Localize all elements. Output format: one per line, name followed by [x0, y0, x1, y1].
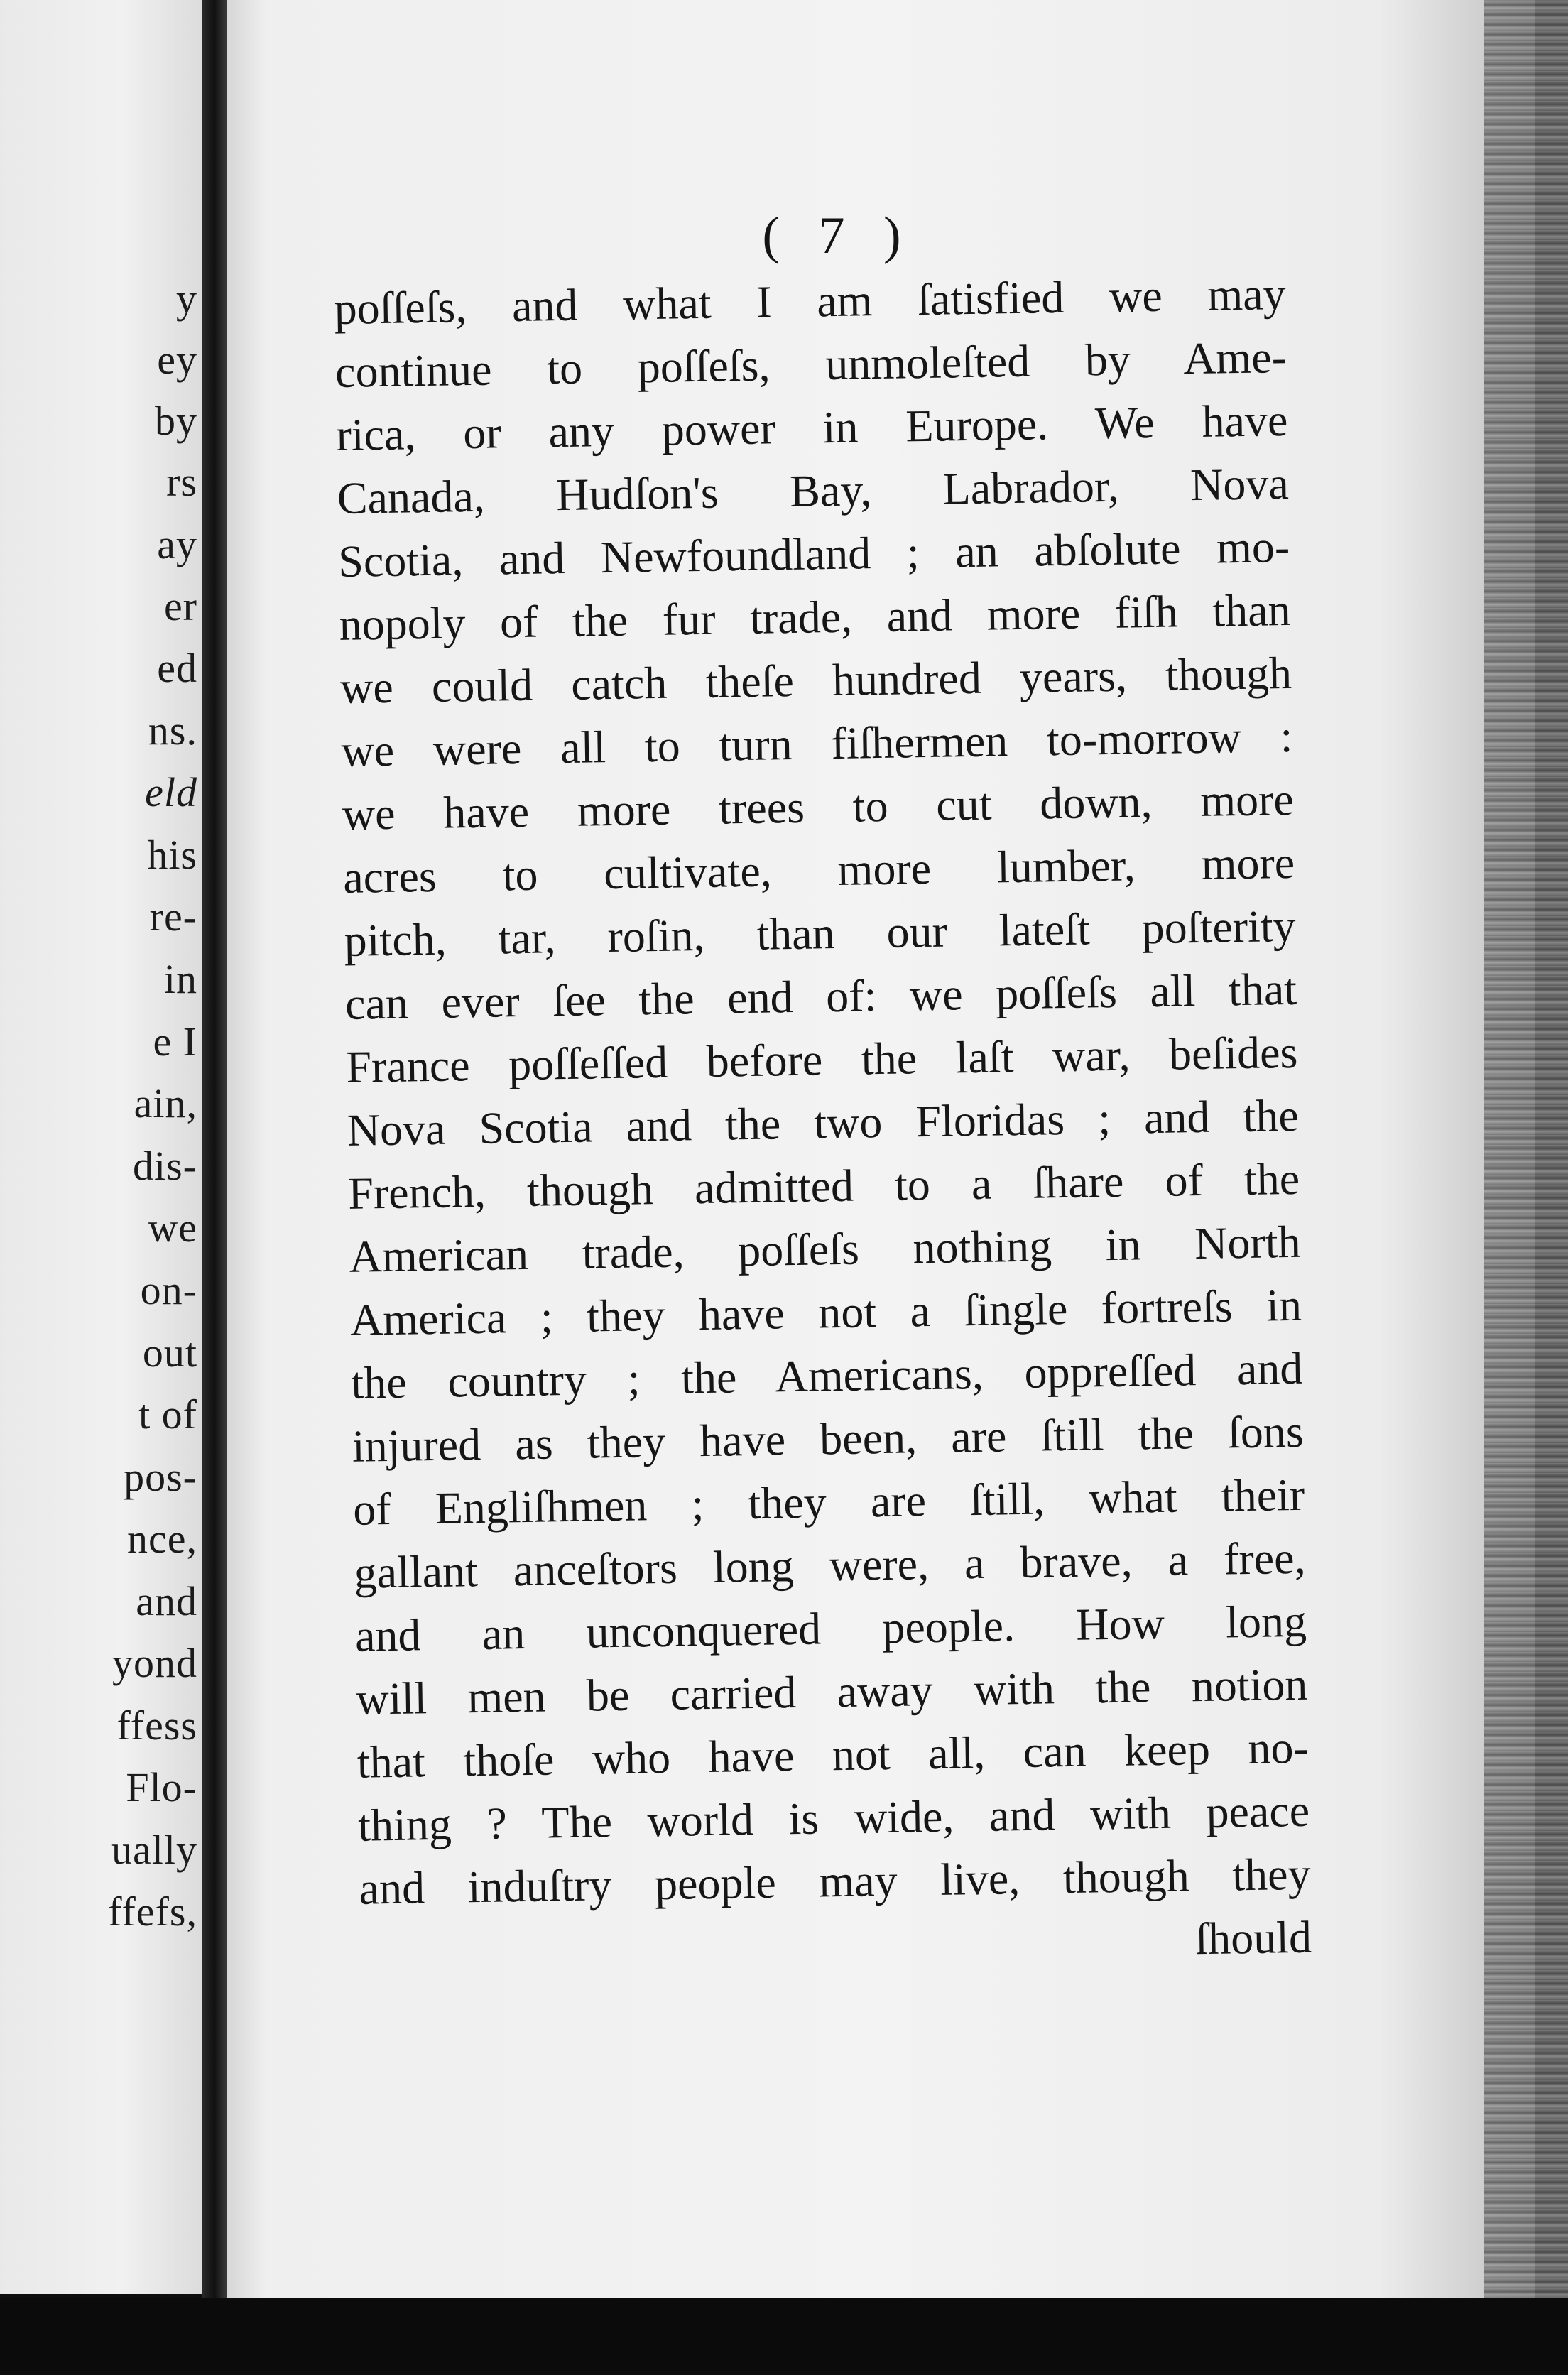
text-line: Scotia, and Newfoundland ; an abſolute mo-	[337, 521, 1290, 587]
text-line: the country ; the Americans, oppreſſed and	[350, 1342, 1303, 1408]
left-fragment: ey	[157, 337, 197, 383]
page-number: ( 7 )	[762, 207, 914, 265]
left-fragment: by	[155, 398, 197, 444]
text-line: Nova Scotia and the two Floridas ; and the	[347, 1089, 1300, 1156]
text-line: American trade, poſſeſs nothing in North	[349, 1216, 1302, 1282]
left-fragment: pos-	[124, 1454, 197, 1500]
text-line: nopoly of the fur trade, and more fiſh than	[339, 584, 1292, 650]
left-fragment: ually	[111, 1827, 197, 1873]
text-line: we could catch theſe hundred years, though	[339, 647, 1292, 713]
text-line: poſſeſs, and what I am ſatisfied we may	[334, 268, 1287, 334]
text-line: Canada, Hudſon's Bay, Labrador, Nova	[337, 457, 1290, 523]
text-line: pitch, tar, roſin, than our lateſt poſterity	[344, 900, 1297, 966]
left-fragment: his	[147, 832, 197, 878]
text-line: continue to poſſeſs, unmoleſted by Ame-	[334, 331, 1287, 397]
text-line: can ever ſee the end of: we poſſeſs all that	[344, 963, 1297, 1029]
left-fragment: on-	[140, 1267, 197, 1313]
text-line: and an unconquered people. How long	[354, 1595, 1307, 1661]
left-fragment: t of	[138, 1391, 197, 1438]
left-fragment: ns.	[148, 707, 197, 754]
text-line: French, though admitted to a ſhare of the	[347, 1153, 1300, 1219]
text-line: and induſtry people may live, though they	[359, 1848, 1312, 1914]
left-fragment: er	[163, 583, 197, 629]
left-fragment: dis-	[133, 1143, 197, 1189]
catchword: ſhould	[1194, 1911, 1312, 1964]
left-fragment: in	[163, 956, 197, 1002]
text-line: America ; they have not a ſingle fortreſs in	[349, 1279, 1302, 1345]
left-fragment: Flo-	[126, 1764, 197, 1810]
left-fragment: eld	[145, 769, 197, 815]
left-fragment: e I	[153, 1018, 197, 1065]
text-line: acres to cultivate, more lumber, more	[342, 837, 1295, 903]
left-fragment: re-	[149, 893, 197, 940]
text-line: will men be carried away with the notion	[355, 1658, 1308, 1724]
left-fragment: out	[142, 1330, 197, 1376]
left-fragment: ay	[157, 521, 197, 567]
left-fragment: ain,	[134, 1080, 197, 1126]
book-gutter	[202, 0, 227, 2315]
text-line: we have more trees to cut down, more	[342, 773, 1295, 839]
left-fragment: nce,	[127, 1516, 197, 1562]
text-line: rica, or any power in Europe. We have	[335, 394, 1288, 460]
left-fragment: yond	[112, 1640, 197, 1686]
page-edge-shadow	[1484, 0, 1568, 2308]
text-line: injured as they have been, are ſtill the ſons	[352, 1406, 1305, 1472]
text-line: of Engliſhmen ; they are ſtill, what their	[352, 1469, 1305, 1535]
body-text	[334, 262, 1312, 1984]
left-fragment: ffess	[116, 1702, 197, 1749]
left-fragment: rs	[166, 459, 197, 505]
text-line: gallant anceſtors long were, a brave, a free,	[354, 1532, 1307, 1598]
text-line: that thoſe who have not all, can keep no-	[356, 1722, 1310, 1788]
left-fragment: we	[148, 1205, 197, 1251]
left-facing-page	[0, 0, 202, 2294]
text-line: France poſſeſſed before the laſt war, beſides	[345, 1026, 1298, 1092]
text-line: thing ? The world is wide, and with peace	[357, 1785, 1310, 1851]
left-fragment: ffefs,	[108, 1888, 197, 1935]
left-fragment: ed	[157, 645, 197, 691]
text-line: we were all to turn fiſhermen to-morrow :	[340, 710, 1293, 776]
left-fragment: y	[176, 276, 197, 322]
scan-bottom-border	[0, 2298, 1568, 2375]
left-fragment: and	[136, 1578, 197, 1624]
